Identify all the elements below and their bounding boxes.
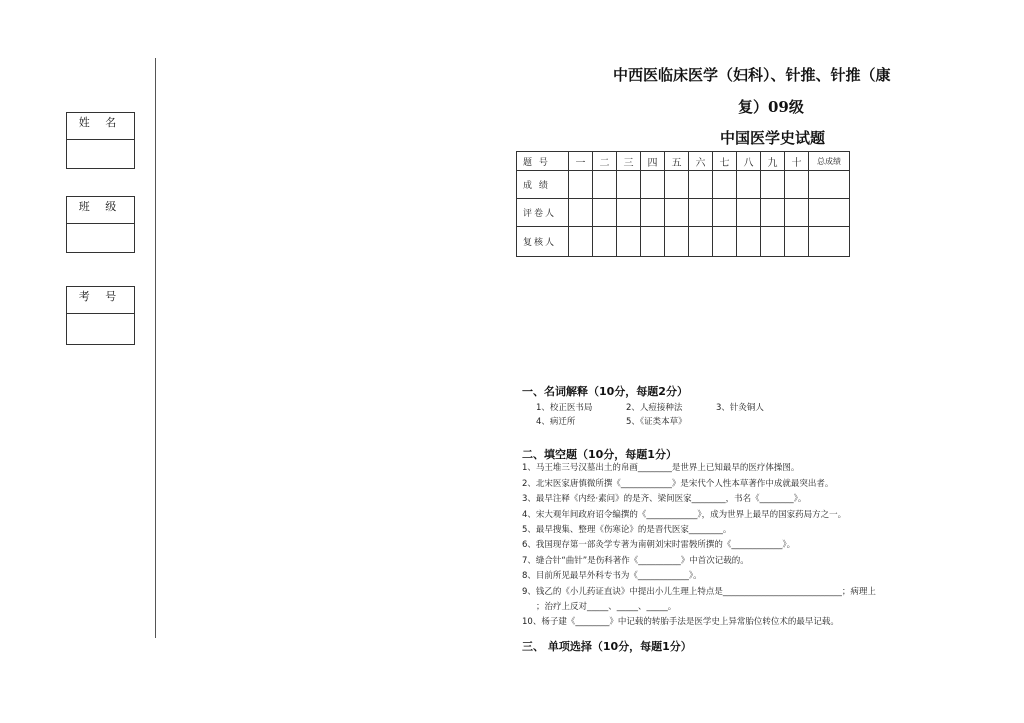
list-item: 1、马王堆三号汉墓出土的帛画________是世界上已知最早的医疗体操图。: [522, 463, 800, 473]
col-3: 三: [617, 152, 641, 171]
list-item: 2、北宋医家唐慎微所撰《____________》是宋代个人性本草著作中成就最突出者。: [522, 479, 834, 489]
list-item: 6、我国现存第一部灸学专著为南朝刘宋时雷斅所撰的《____________》。: [522, 540, 796, 550]
list-item: 9、钱乙的《小儿药证直诀》中提出小儿生理上特点是____________________________；病理上: [522, 587, 876, 597]
class-field-box: [66, 196, 135, 253]
col-2: 二: [593, 152, 617, 171]
list-item: 2、人痘接种法: [626, 403, 683, 413]
score-table: [516, 151, 850, 257]
class-field[interactable]: [67, 224, 134, 252]
score-row-label: 成 绩: [517, 171, 569, 199]
class-label: 班 级: [67, 197, 134, 224]
question-number-label: 题 号: [517, 152, 569, 171]
exam-number-field-box: [66, 286, 135, 345]
list-item: 3、针灸铜人: [716, 403, 764, 413]
list-item: ；治疗上反对_____、_____、_____。: [536, 602, 677, 612]
name-label: 姓 名: [67, 113, 134, 140]
list-item: 4、宋大观年间政府诏令编撰的《____________》，成为世界上最早的国家药局方之一。: [522, 510, 847, 520]
table-row: [517, 171, 850, 199]
reviewer-row-label: 复核人: [517, 227, 569, 257]
col-7: 七: [713, 152, 737, 171]
list-item: 5、《证类本草》: [626, 417, 687, 427]
total-label: 总成绩: [809, 152, 850, 171]
table-row: [517, 199, 850, 227]
list-item: 5、最早搜集、整理《伤寒论》的是晋代医家________。: [522, 525, 732, 535]
list-item: 8、目前所见最早外科专书为《____________》。: [522, 571, 702, 581]
list-item: 4、病迁所: [536, 417, 576, 427]
exam-number-label: 考 号: [67, 287, 134, 314]
list-item: 1、校正医书局: [536, 403, 593, 413]
list-item: 7、缝合针“曲针”是伤科著作《__________》中首次记载的。: [522, 556, 749, 566]
col-9: 九: [761, 152, 785, 171]
col-10: 十: [785, 152, 809, 171]
exam-title: 中国医学史试题: [720, 129, 826, 147]
col-4: 四: [641, 152, 665, 171]
name-field-box: [66, 112, 135, 169]
section1-heading: 一、名词解释（10分，每题2分）: [522, 385, 688, 398]
col-5: 五: [665, 152, 689, 171]
list-item: 3、最早注释《内经·素问》的是齐、梁间医家________，书名《________》。: [522, 494, 807, 504]
section3-heading: 三、 单项选择（10分，每题1分）: [522, 640, 692, 653]
binding-line: [155, 58, 156, 638]
grader-row-label: 评卷人: [517, 199, 569, 227]
list-item: 10、杨子建《________》中记载的转胎手法是医学史上异常胎位转位术的最早记载。: [522, 617, 839, 627]
exam-number-field[interactable]: [67, 314, 134, 344]
header-line-2: 复）09级: [738, 98, 804, 116]
section2-heading: 二、填空题（10分，每题1分）: [522, 448, 677, 461]
col-8: 八: [737, 152, 761, 171]
score-header-row: [517, 152, 850, 171]
header-line-1: 中西医临床医学（妇科）、针推、针推（康: [613, 66, 891, 84]
col-1: 一: [569, 152, 593, 171]
table-row: [517, 227, 850, 257]
name-field[interactable]: [67, 140, 134, 168]
col-6: 六: [689, 152, 713, 171]
